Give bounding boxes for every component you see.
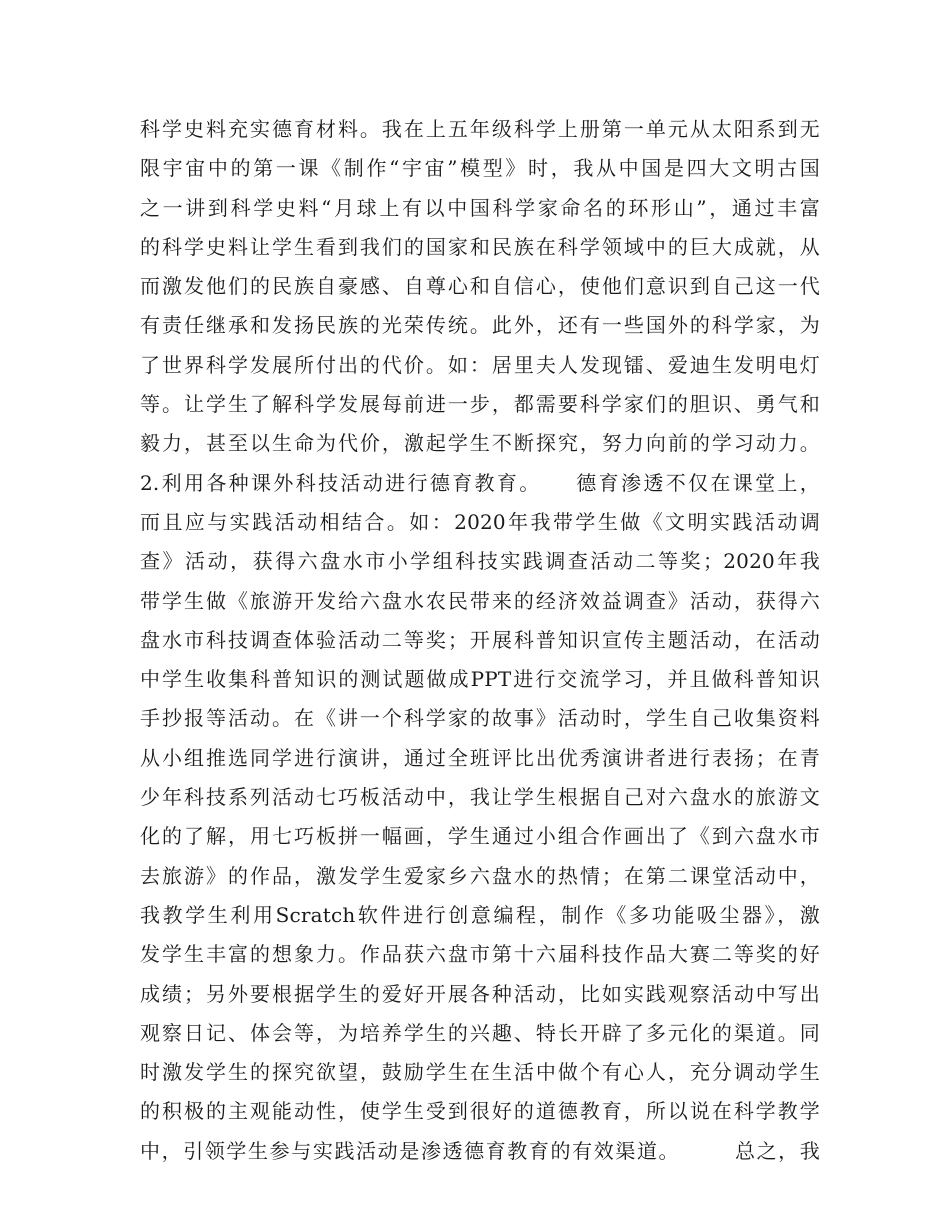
text-line: 限宇宙中的第一课《制作“宇宙”模型》时，我从中国是四大文明古国 [140,156,820,181]
body-text [140,110,820,1171]
text-line: 从小组推选同学进行演讲，通过全班评比出优秀演讲者进行表扬；在青 [140,745,820,770]
text-line: 的科学史料让学生看到我们的国家和民族在科学领域中的巨大成就，从 [140,234,820,259]
text-line: 手抄报等活动。在《讲一个科学家的故事》活动时，学生自己收集资料 [140,706,820,731]
text-line: 2.利用各种课外科技活动进行德育教育。 德育渗透不仅在课堂上， [140,470,820,495]
text-line: 有责任继承和发扬民族的光荣传统。此外，还有一些国外的科学家，为 [140,313,820,338]
text-line: 毅力，甚至以生命为代价，激起学生不断探究，努力向前的学习动力。 [140,431,820,456]
text-line: 成绩；另外要根据学生的爱好开展各种活动，比如实践观察活动中写出 [140,981,820,1006]
text-line: 而激发他们的民族自豪感、自尊心和自信心，使他们意识到自己这一代 [140,274,820,299]
text-line: 发学生丰富的想象力。作品获六盘市第十六届科技作品大赛二等奖的好 [140,942,820,967]
text-line: 之一讲到科学史料“月球上有以中国科学家命名的环形山”，通过丰富 [140,195,820,220]
text-line: 化的了解，用七巧板拼一幅画，学生通过小组合作画出了《到六盘水市 [140,824,820,849]
text-line: 时激发学生的探究欲望，鼓励学生在生活中做个有心人，充分调动学生 [140,1060,820,1085]
text-line: 而且应与实践活动相结合。如：2020年我带学生做《文明实践活动调 [140,509,820,534]
text-line: 等。让学生了解科学发展每前进一步，都需要科学家们的胆识、勇气和 [140,392,820,417]
text-line: 中学生收集科普知识的测试题做成PPT进行交流学习，并且做科普知识 [140,667,820,692]
text-line: 查》活动，获得六盘水市小学组科技实践调查活动二等奖；2020年我 [140,549,820,574]
text-line: 观察日记、体会等，为培养学生的兴趣、特长开辟了多元化的渠道。同 [140,1020,820,1045]
text-line: 盘水市科技调查体验活动二等奖；开展科普知识宣传主题活动，在活动 [140,627,820,652]
text-line: 中，引领学生参与实践活动是渗透德育教育的有效渠道。 总之，我 [140,1138,820,1163]
text-line: 科学史料充实德育材料。我在上五年级科学上册第一单元从太阳系到无 [140,117,820,141]
text-line: 去旅游》的作品，激发学生爱家乡六盘水的热情；在第二课堂活动中， [140,863,820,888]
text-line: 的积极的主观能动性，使学生受到很好的道德教育，所以说在科学教学 [140,1099,820,1124]
text-line: 了世界科学发展所付出的代价。如：居里夫人发现镭、爱迪生发明电灯 [140,352,820,377]
text-line: 我教学生利用Scratch软件进行创意编程，制作《多功能吸尘器》，激 [140,902,820,927]
text-line: 少年科技系列活动七巧板活动中，我让学生根据自己对六盘水的旅游文 [140,785,820,810]
text-line: 带学生做《旅游开发给六盘水农民带来的经济效益调查》活动，获得六 [140,588,820,613]
